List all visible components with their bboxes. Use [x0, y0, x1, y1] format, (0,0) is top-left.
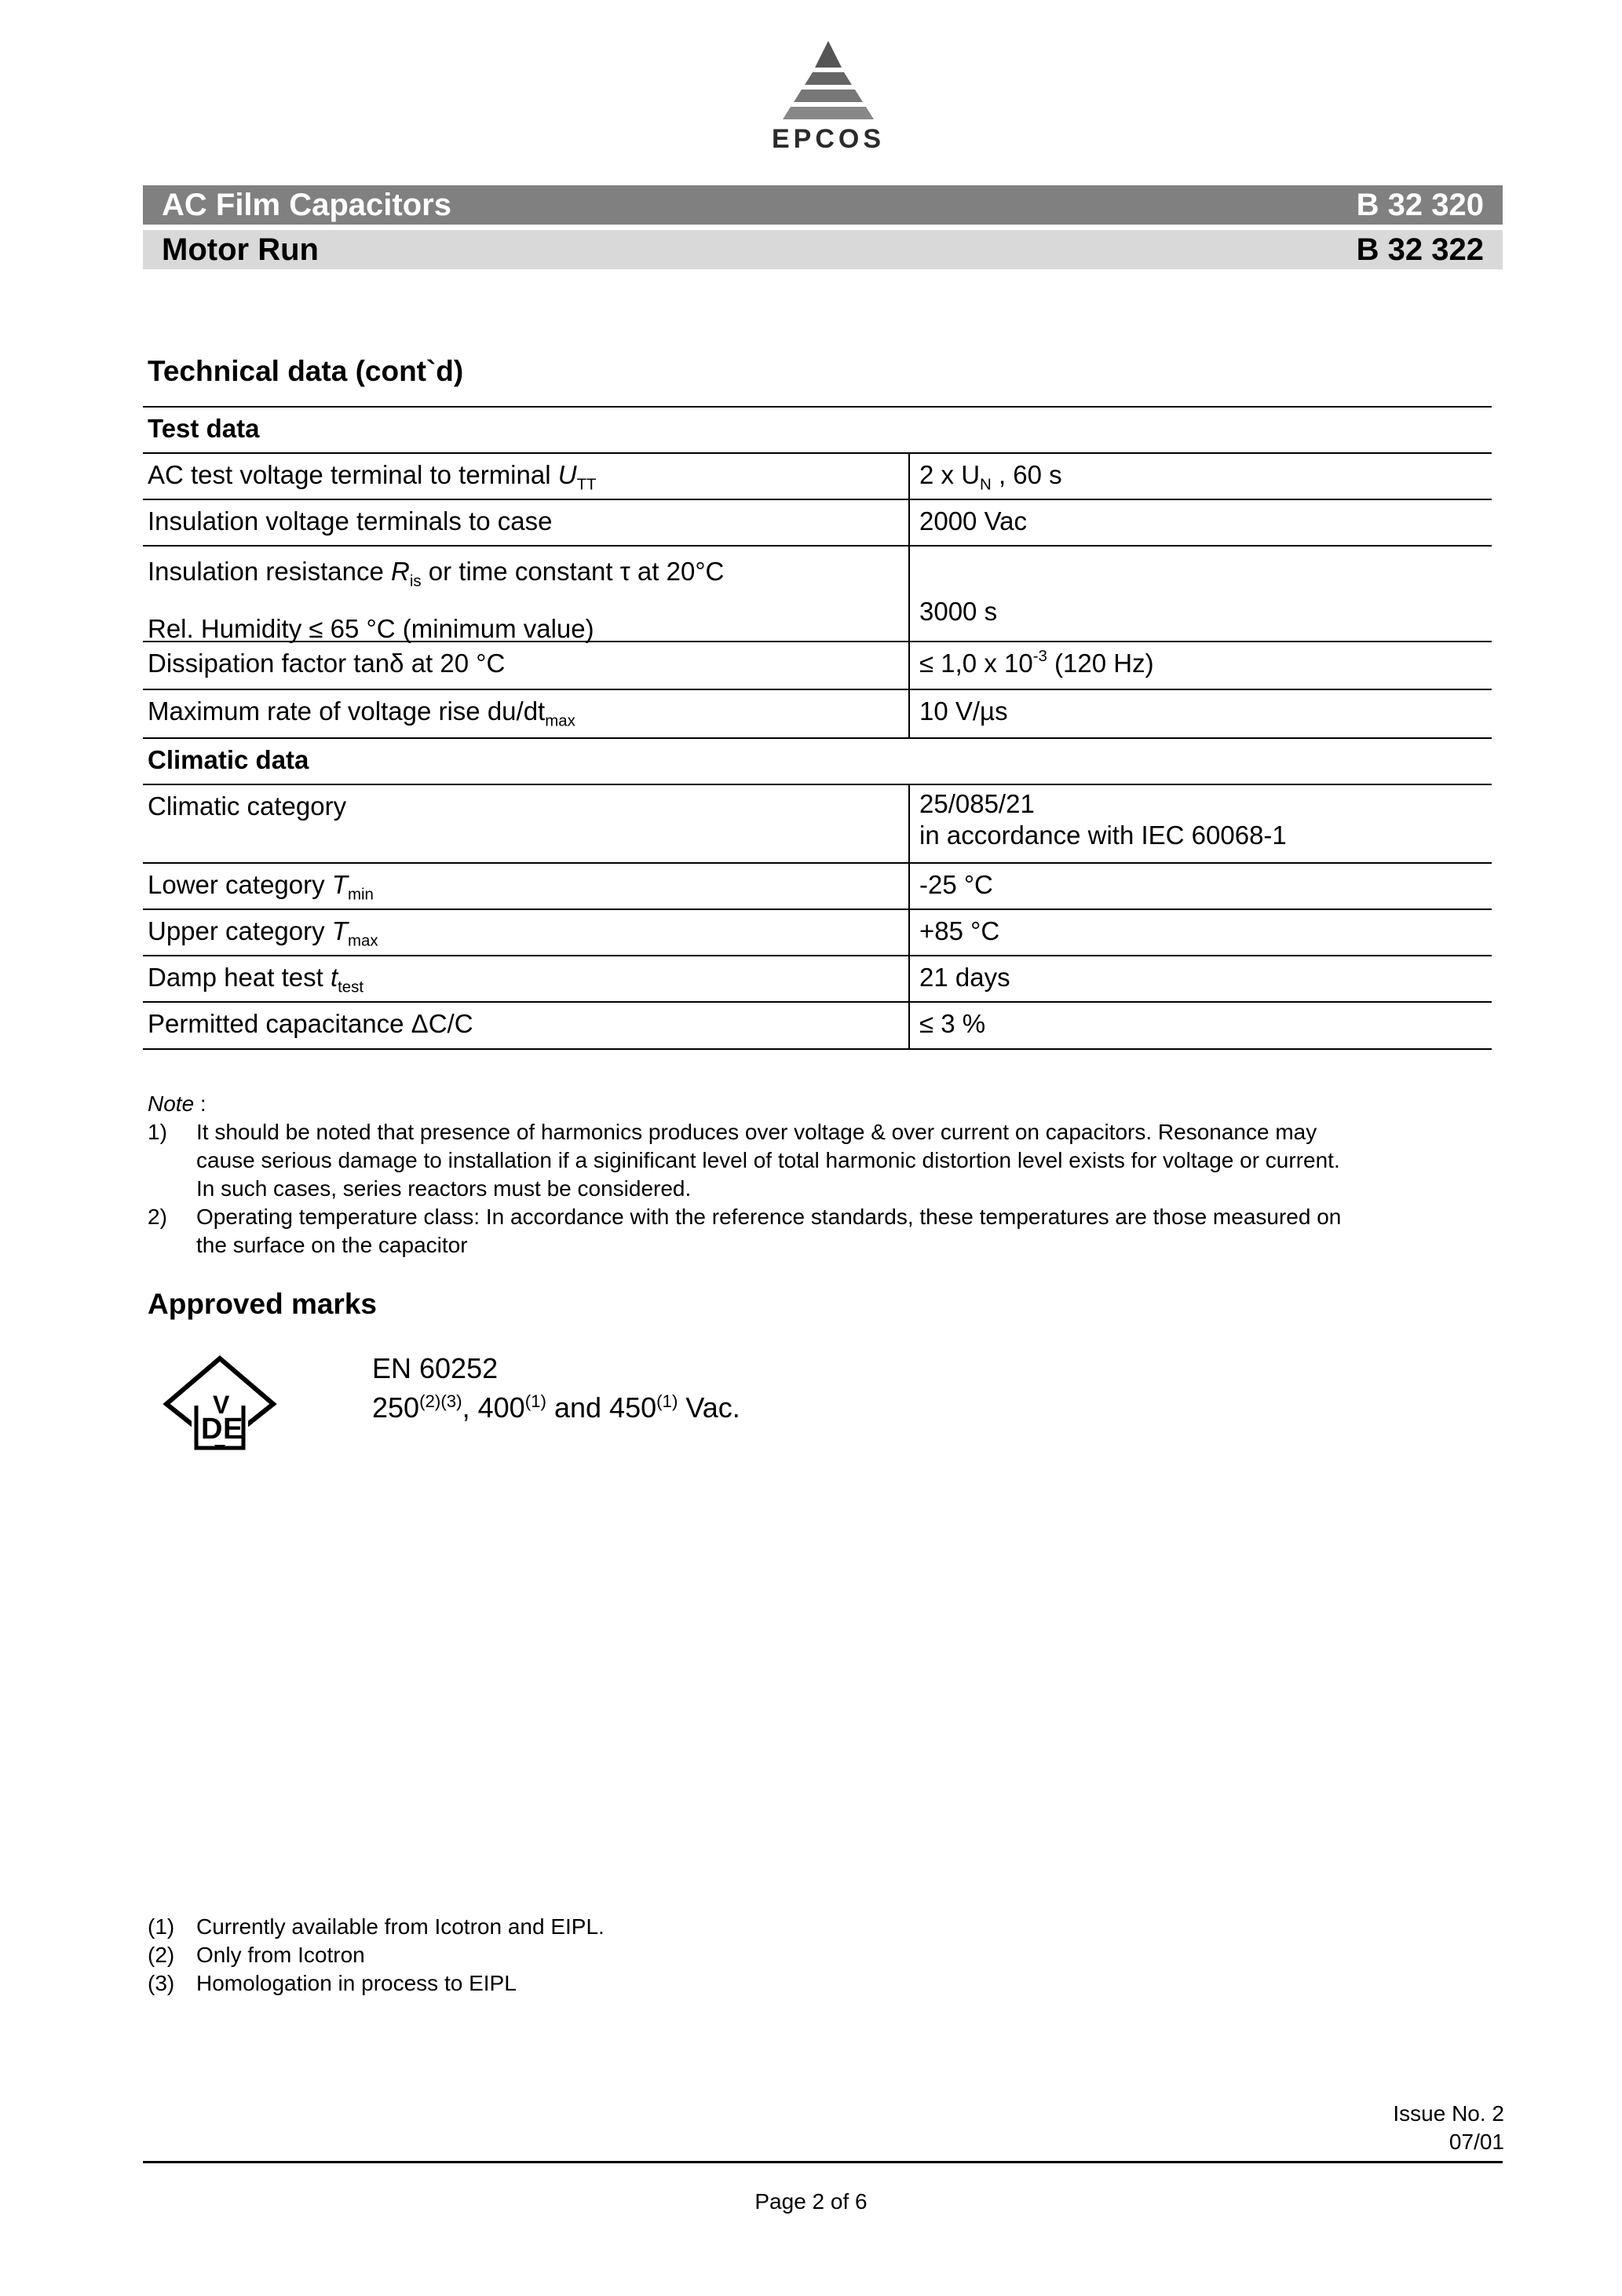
footnote: (2) Only from Icotron	[148, 1943, 365, 1967]
note-number: 1)	[148, 1120, 167, 1144]
product-title: AC Film Capacitors	[162, 187, 451, 222]
approval-voltages: $250^{(2)(3)}$, 400$^{(1)}$ and 450$^{(1)}$ Vac.	[372, 1391, 740, 1424]
note-2: Operating temperature class: In accordance with the reference standards, these temperatures are those measured on the surface on the capacitor	[196, 1205, 1342, 1257]
title-band	[143, 185, 1503, 225]
vde-mark-icon	[155, 1351, 285, 1454]
svg-text:D: D	[201, 1413, 223, 1446]
footnotes	[148, 1913, 605, 1998]
epcos-logo-icon	[765, 38, 891, 124]
note-number: 2)	[148, 1205, 167, 1229]
table-row: Permitted capacitance ΔC/C ≤ 3 %	[143, 1001, 1492, 1050]
table-row: Lower category $T_{min}$ -25 °C	[143, 862, 1492, 909]
section-title: Technical data (cont`d)	[148, 355, 464, 387]
product-code-2: B 32 322	[1356, 232, 1484, 267]
issue-info: Issue No. 2 07/01	[1393, 2101, 1504, 2154]
table-row: Insulation resistance $R_{is}$ or time constant τ at 20°C Rel. Humidity ≤ 65 °C (minimum value) 3000 s	[143, 545, 1492, 641]
table-section-header: Test data	[143, 406, 1492, 452]
table-row: Damp heat test $t_{test}$ 21 days	[143, 955, 1492, 1001]
footer-divider	[143, 2161, 1503, 2163]
product-code-1: B 32 320	[1356, 187, 1484, 222]
table-row: Insulation voltage terminals to case 2000 Vac	[143, 499, 1492, 545]
table-row: Upper category $T_{max}$ +85 °C	[143, 909, 1492, 955]
subtitle-band	[143, 230, 1503, 269]
note-title: Note :	[148, 1091, 206, 1116]
footnote: (1) Currently available from Icotron and EIPL.	[148, 1914, 605, 1939]
table-row: AC test voltage terminal to terminal $U_{TT}$ 2 x $U_N$ , 60 s	[143, 452, 1492, 499]
note-1: It should be noted that presence of harmonics produces over voltage & over current on capacitors. Resonance may cause serious damage to installation if a siginificant level of total harmonic distortion level exists for voltage or current. In such cases, series reactors must be considered.	[196, 1120, 1340, 1201]
product-subtitle: Motor Run	[162, 232, 319, 267]
approved-marks-title: Approved marks	[148, 1288, 377, 1320]
table-row: Climatic category 25/085/21 in accordance with IEC 60068-1	[143, 784, 1492, 862]
table-row: Dissipation factor tanδ at 20 °C ≤ 1,0 x $10^{-3}$ (120 Hz)	[143, 641, 1492, 689]
svg-text:E: E	[223, 1413, 243, 1446]
approval-standard: EN 60252	[372, 1352, 499, 1384]
svg-text:V: V	[213, 1391, 230, 1419]
footnote: (3) Homologation in process to EIPL	[148, 1971, 517, 1995]
technical-data-table	[143, 406, 1492, 1050]
epcos-logo	[765, 38, 891, 155]
table-section-header: Climatic data	[143, 737, 1492, 784]
brand-name: EPCOS	[771, 124, 886, 154]
table-row: Maximum rate of voltage rise $du/dt_{max}$ 10 V/µs	[143, 689, 1492, 737]
page-number: Page 2 of 6	[754, 2189, 868, 2214]
